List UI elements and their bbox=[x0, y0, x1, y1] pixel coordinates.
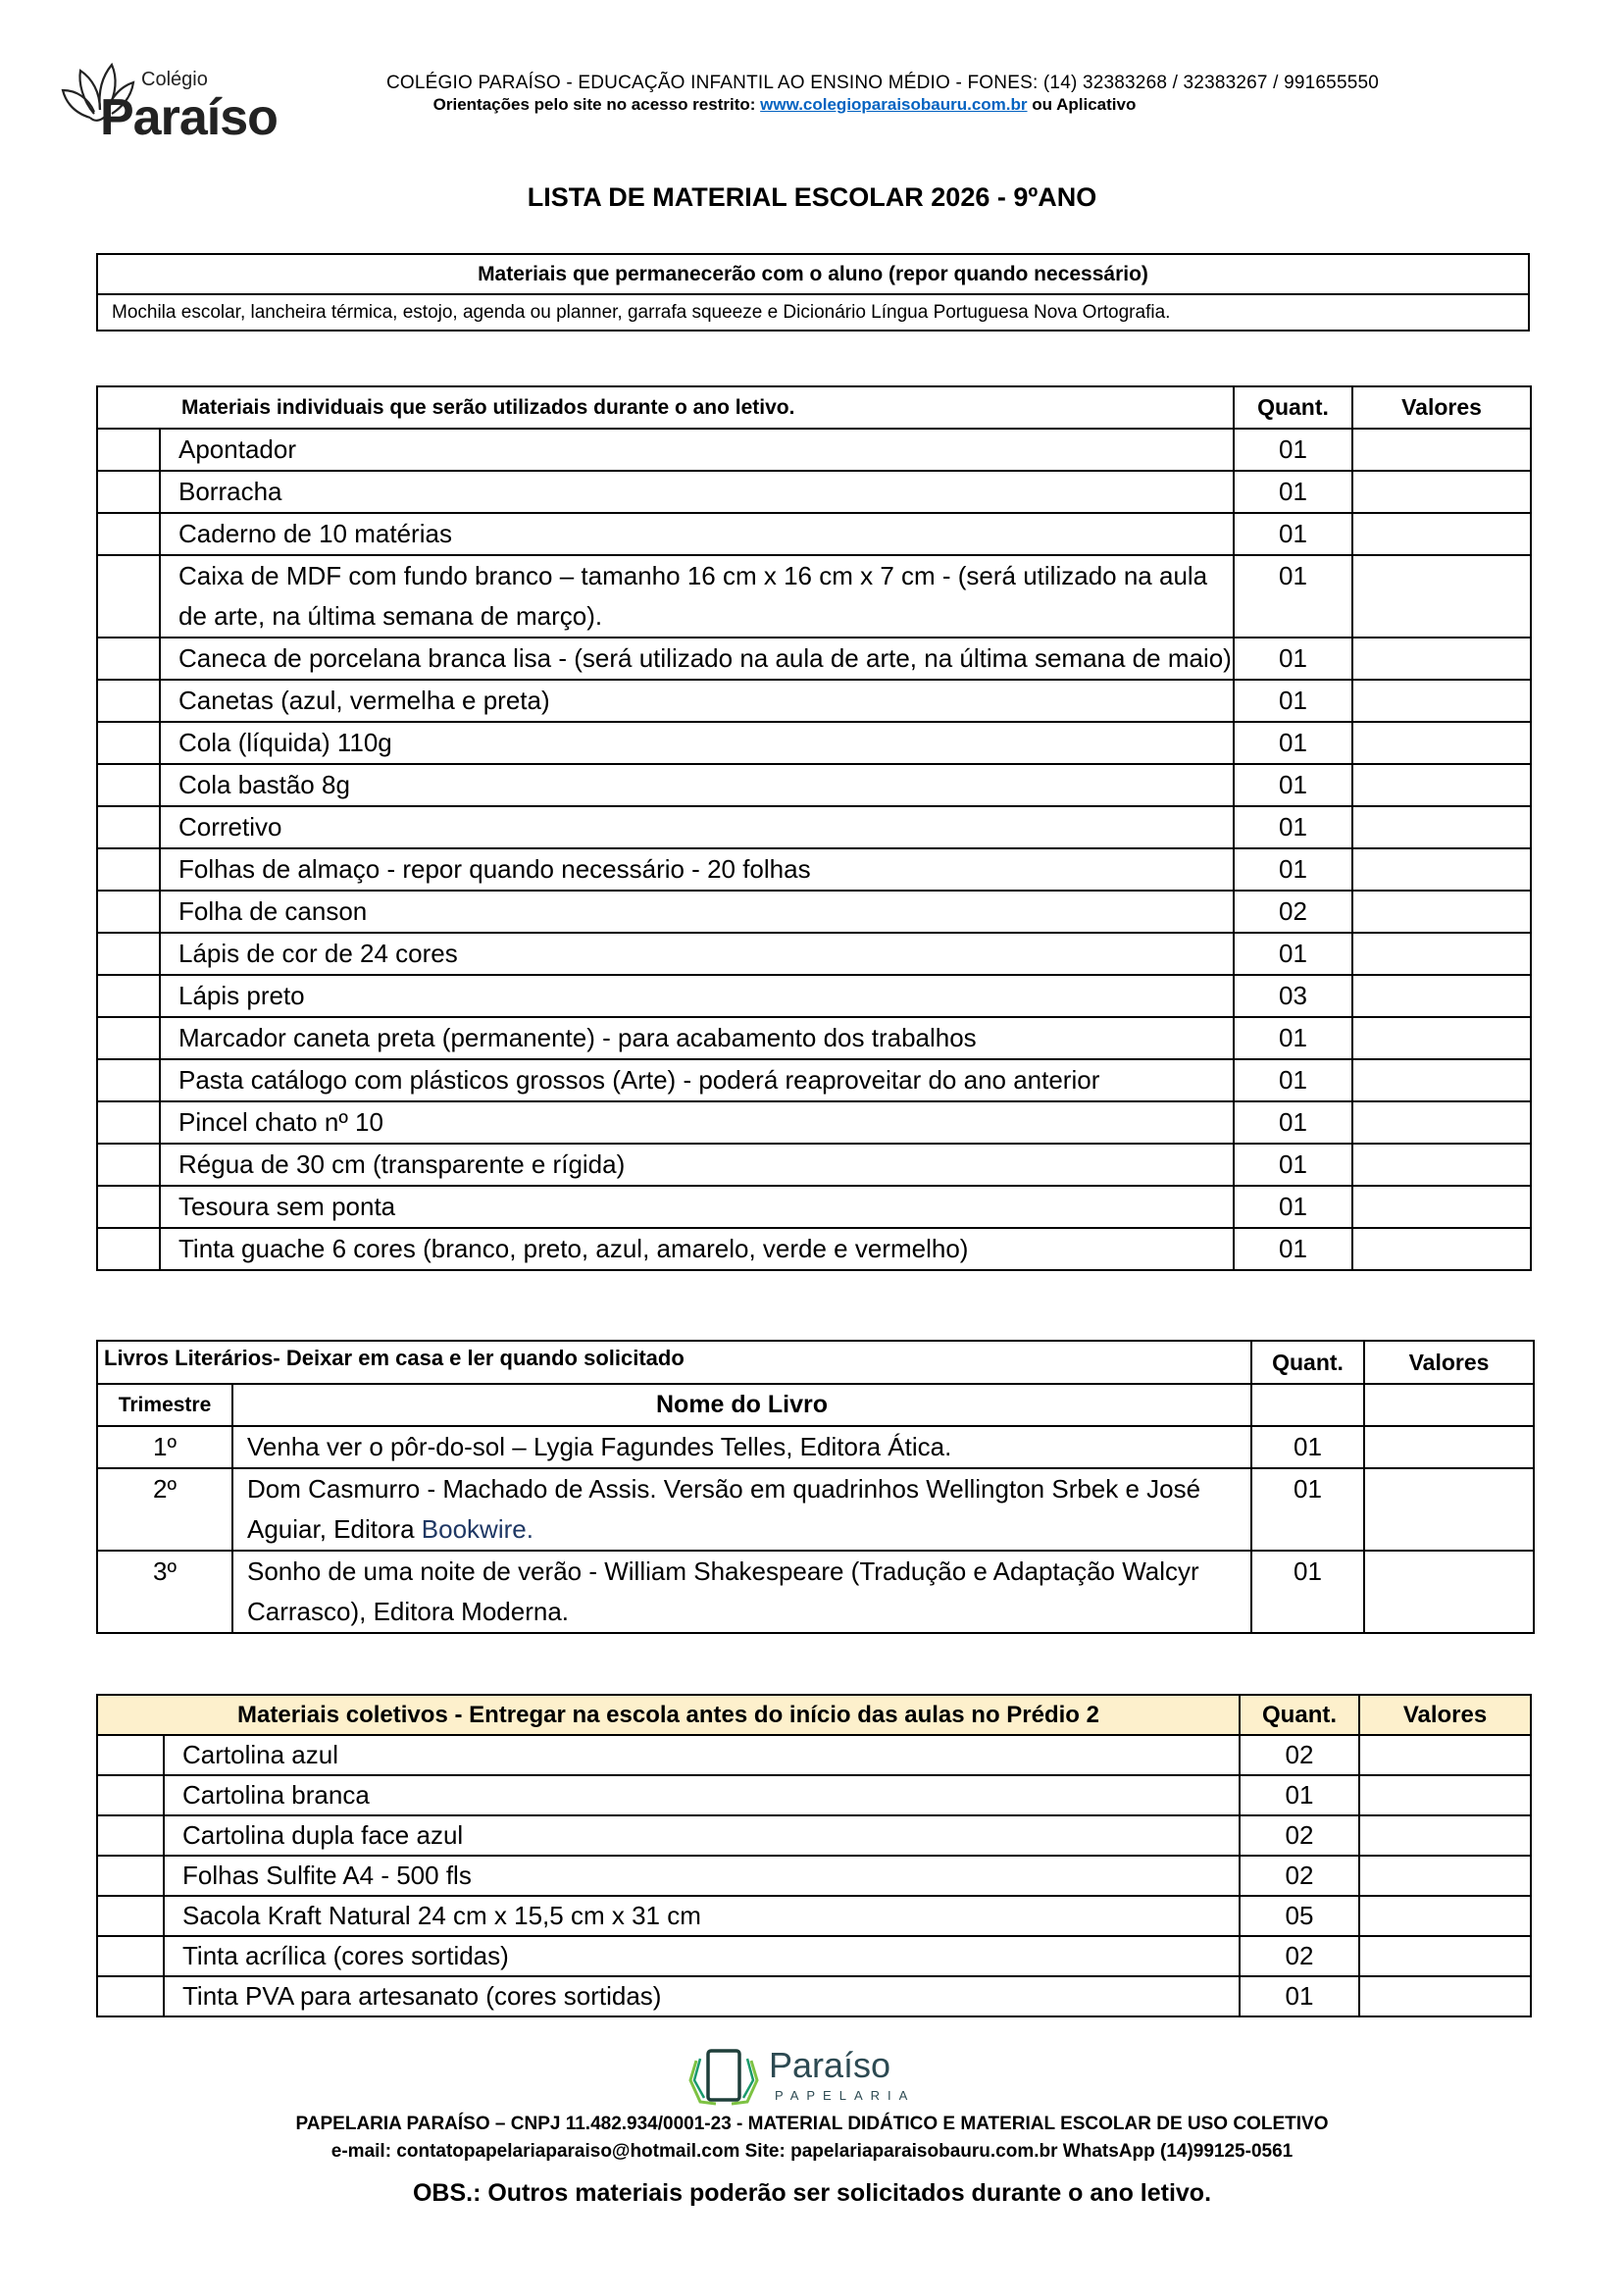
row-marker-cell bbox=[97, 1144, 160, 1186]
table-row bbox=[97, 471, 1531, 513]
collective-materials-heading: Materiais coletivos - Entregar na escola antes do início das aulas no Prédio 2 bbox=[97, 1695, 1240, 1735]
table-row bbox=[97, 1101, 1531, 1144]
table-row bbox=[97, 1936, 1531, 1976]
item-quant: 01 bbox=[1234, 1059, 1352, 1101]
item-quant: 05 bbox=[1240, 1896, 1359, 1936]
book-quant: 01 bbox=[1251, 1551, 1364, 1633]
row-marker-cell bbox=[97, 1101, 160, 1144]
permanent-materials-table bbox=[96, 253, 1530, 332]
item-name: Tesoura sem ponta bbox=[160, 1186, 1234, 1228]
item-name: Caneca de porcelana branca lisa - (será utilizado na aula de arte, na última semana de maio) bbox=[160, 638, 1234, 680]
page-title: LISTA DE MATERIAL ESCOLAR 2026 - 9ºANO bbox=[527, 182, 1097, 212]
website-prefix: Orientações pelo site no acesso restrito: bbox=[432, 95, 761, 114]
row-marker-cell bbox=[97, 429, 160, 471]
table-header-row bbox=[97, 1341, 1534, 1384]
row-marker-cell bbox=[97, 1186, 160, 1228]
item-name: Cartolina dupla face azul bbox=[164, 1815, 1240, 1856]
item-valor-cell[interactable] bbox=[1352, 471, 1531, 513]
item-name: Pincel chato nº 10 bbox=[160, 1101, 1234, 1144]
row-marker-cell bbox=[97, 1856, 164, 1896]
col-quant-header: Quant. bbox=[1234, 386, 1352, 429]
book-trimestre: 3º bbox=[97, 1551, 232, 1633]
website-suffix: ou Aplicativo bbox=[1027, 95, 1137, 114]
row-marker-cell bbox=[97, 1815, 164, 1856]
papelaria-paraiso-logo bbox=[686, 2043, 922, 2112]
table-row bbox=[97, 1144, 1531, 1186]
row-marker-cell bbox=[97, 1228, 160, 1270]
item-valor-cell[interactable] bbox=[1359, 1775, 1531, 1815]
item-quant: 01 bbox=[1234, 1017, 1352, 1059]
papelaria-info-line: PAPELARIA PARAÍSO – CNPJ 11.482.934/0001-23 - MATERIAL DIDÁTICO E MATERIAL ESCOLAR DE USO COLETIVO bbox=[295, 2114, 1329, 2134]
book-name-cell bbox=[232, 1426, 1251, 1468]
item-valor-cell[interactable] bbox=[1352, 1186, 1531, 1228]
books-subheader-row bbox=[97, 1384, 1534, 1426]
row-marker-cell bbox=[97, 1896, 164, 1936]
row-marker-cell bbox=[97, 806, 160, 848]
literary-books-table bbox=[96, 1340, 1535, 1634]
table-row bbox=[97, 680, 1531, 722]
item-quant: 01 bbox=[1234, 1186, 1352, 1228]
book-quant: 01 bbox=[1251, 1426, 1364, 1468]
book-trimestre: 1º bbox=[97, 1426, 232, 1468]
item-name: Canetas (azul, vermelha e preta) bbox=[160, 680, 1234, 722]
logo-small-text: Colégio bbox=[141, 69, 208, 90]
item-quant: 01 bbox=[1234, 638, 1352, 680]
papelaria-logo-name: Paraíso bbox=[769, 2045, 891, 2085]
item-quant: 03 bbox=[1234, 975, 1352, 1017]
item-valor-cell[interactable] bbox=[1352, 975, 1531, 1017]
table-row bbox=[97, 975, 1531, 1017]
item-valor-cell[interactable] bbox=[1359, 1976, 1531, 2016]
table-row bbox=[97, 1017, 1531, 1059]
book-valor-cell[interactable] bbox=[1364, 1468, 1534, 1551]
item-name: Pasta catálogo com plásticos grossos (Arte) - poderá reaproveitar do ano anterior bbox=[160, 1059, 1234, 1101]
item-name: Folha de canson bbox=[160, 891, 1234, 933]
row-marker-cell bbox=[97, 1976, 164, 2016]
item-name: Régua de 30 cm (transparente e rígida) bbox=[160, 1144, 1234, 1186]
item-quant: 02 bbox=[1240, 1856, 1359, 1896]
permanent-materials-list: Mochila escolar, lancheira térmica, estojo, agenda ou planner, garrafa squeeze e Dicionário Língua Portuguesa Nova Ortografia. bbox=[97, 294, 1529, 331]
item-quant: 01 bbox=[1240, 1775, 1359, 1815]
item-quant: 01 bbox=[1234, 848, 1352, 891]
item-name: Sacola Kraft Natural 24 cm x 15,5 cm x 31 cm bbox=[164, 1896, 1240, 1936]
table-row bbox=[97, 1976, 1531, 2016]
item-valor-cell[interactable] bbox=[1352, 848, 1531, 891]
item-name: Marcador caneta preta (permanente) - para acabamento dos trabalhos bbox=[160, 1017, 1234, 1059]
item-quant: 01 bbox=[1234, 1144, 1352, 1186]
table-row bbox=[97, 722, 1531, 764]
row-marker-cell bbox=[97, 1059, 160, 1101]
item-valor-cell[interactable] bbox=[1352, 1017, 1531, 1059]
books-heading: Livros Literários- Deixar em casa e ler quando solicitado bbox=[97, 1341, 1251, 1384]
book-publisher-highlight: Bookwire. bbox=[421, 1514, 533, 1544]
col-quant-header: Quant. bbox=[1240, 1695, 1359, 1735]
row-marker-cell bbox=[97, 891, 160, 933]
row-marker-cell bbox=[97, 722, 160, 764]
row-marker-cell bbox=[97, 513, 160, 555]
item-name: Apontador bbox=[160, 429, 1234, 471]
item-valor-cell[interactable] bbox=[1352, 1144, 1531, 1186]
item-name: Caixa de MDF com fundo branco – tamanho 16 cm x 16 cm x 7 cm - (será utilizado na aula de arte, na última semana de março). bbox=[160, 555, 1234, 638]
item-quant: 01 bbox=[1234, 806, 1352, 848]
item-valor-cell[interactable] bbox=[1352, 1228, 1531, 1270]
item-name: Cola (líquida) 110g bbox=[160, 722, 1234, 764]
item-valor-cell[interactable] bbox=[1359, 1936, 1531, 1976]
table-row bbox=[97, 806, 1531, 848]
table-row bbox=[97, 1059, 1531, 1101]
item-name: Folhas de almaço - repor quando necessário - 20 folhas bbox=[160, 848, 1234, 891]
table-row bbox=[97, 1815, 1531, 1856]
individual-materials-table bbox=[96, 385, 1532, 1271]
row-marker-cell bbox=[97, 975, 160, 1017]
item-valor-cell[interactable] bbox=[1352, 513, 1531, 555]
item-quant: 01 bbox=[1234, 429, 1352, 471]
table-header-row bbox=[97, 1695, 1531, 1735]
book-name: Sonho de uma noite de verão - William Shakespeare (Tradução e Adaptação Walcyr Carrasco), Editora Moderna. bbox=[247, 1556, 1199, 1626]
individual-materials-heading: Materiais individuais que serão utilizados durante o ano letivo. bbox=[97, 386, 1234, 429]
item-name: Corretivo bbox=[160, 806, 1234, 848]
item-name: Tinta acrílica (cores sortidas) bbox=[164, 1936, 1240, 1976]
col-nome-livro-header: Nome do Livro bbox=[232, 1384, 1251, 1426]
item-valor-cell[interactable] bbox=[1352, 933, 1531, 975]
item-quant: 01 bbox=[1234, 1101, 1352, 1144]
table-row bbox=[97, 1775, 1531, 1815]
item-valor-cell[interactable] bbox=[1352, 680, 1531, 722]
item-quant: 01 bbox=[1234, 722, 1352, 764]
table-row bbox=[97, 1426, 1534, 1468]
col-trimestre-header: Trimestre bbox=[97, 1384, 232, 1426]
item-valor-cell[interactable] bbox=[1352, 555, 1531, 638]
item-name: Cola bastão 8g bbox=[160, 764, 1234, 806]
row-marker-cell bbox=[97, 680, 160, 722]
book-name-cell bbox=[232, 1468, 1251, 1551]
logo-big-text: Paraíso bbox=[100, 89, 278, 146]
table-row bbox=[97, 1735, 1531, 1775]
book-name: Venha ver o pôr-do-sol – Lygia Fagundes Telles, Editora Ática. bbox=[247, 1432, 952, 1461]
empty-cell bbox=[1364, 1384, 1534, 1426]
item-quant: 02 bbox=[1240, 1815, 1359, 1856]
table-row bbox=[97, 1551, 1534, 1633]
row-marker-cell bbox=[97, 1936, 164, 1976]
item-valor-cell[interactable] bbox=[1352, 891, 1531, 933]
table-row bbox=[97, 638, 1531, 680]
row-marker-cell bbox=[97, 933, 160, 975]
book-valor-cell[interactable] bbox=[1364, 1426, 1534, 1468]
row-marker-cell bbox=[97, 471, 160, 513]
item-valor-cell[interactable] bbox=[1352, 1059, 1531, 1101]
table-row bbox=[97, 891, 1531, 933]
table-row bbox=[97, 1228, 1531, 1270]
table-header-row bbox=[97, 386, 1531, 429]
book-name: Dom Casmurro - Machado de Assis. Versão em quadrinhos Wellington Srbek e José Aguiar, Editora bbox=[247, 1474, 1201, 1544]
item-name: Lápis preto bbox=[160, 975, 1234, 1017]
school-website-line bbox=[294, 95, 1275, 115]
book-trimestre: 2º bbox=[97, 1468, 232, 1551]
permanent-materials-heading: Materiais que permanecerão com o aluno (repor quando necessário) bbox=[97, 254, 1529, 294]
item-quant: 02 bbox=[1234, 891, 1352, 933]
table-row bbox=[97, 1468, 1534, 1551]
item-quant: 01 bbox=[1240, 1976, 1359, 2016]
papelaria-contact-line: e-mail: contatopapelariaparaiso@hotmail.com Site: papelariaparaisobauru.com.br WhatsApp (14)99125-0561 bbox=[330, 2141, 1294, 2162]
book-quant: 01 bbox=[1251, 1468, 1364, 1551]
table-row bbox=[97, 429, 1531, 471]
item-quant: 01 bbox=[1234, 680, 1352, 722]
item-quant: 02 bbox=[1240, 1735, 1359, 1775]
item-valor-cell[interactable] bbox=[1352, 764, 1531, 806]
row-marker-cell bbox=[97, 638, 160, 680]
col-valores-header: Valores bbox=[1364, 1341, 1534, 1384]
row-marker-cell bbox=[97, 555, 160, 638]
item-quant: 01 bbox=[1234, 555, 1352, 638]
item-quant: 01 bbox=[1234, 1228, 1352, 1270]
table-row bbox=[97, 848, 1531, 891]
row-marker-cell bbox=[97, 764, 160, 806]
empty-cell bbox=[1251, 1384, 1364, 1426]
item-quant: 01 bbox=[1234, 933, 1352, 975]
item-quant: 02 bbox=[1240, 1936, 1359, 1976]
table-row bbox=[97, 1896, 1531, 1936]
item-valor-cell[interactable] bbox=[1359, 1856, 1531, 1896]
table-row bbox=[97, 764, 1531, 806]
item-name: Folhas Sulfite A4 - 500 fls bbox=[164, 1856, 1240, 1896]
col-valores-header: Valores bbox=[1359, 1695, 1531, 1735]
row-marker-cell bbox=[97, 1017, 160, 1059]
table-row bbox=[97, 933, 1531, 975]
item-name: Cartolina azul bbox=[164, 1735, 1240, 1775]
collective-materials-table bbox=[96, 1694, 1532, 2017]
table-row bbox=[97, 1856, 1531, 1896]
colegio-paraiso-logo bbox=[61, 61, 278, 149]
school-website-link[interactable]: www.colegioparaisobauru.com.br bbox=[760, 95, 1028, 114]
row-marker-cell bbox=[97, 1735, 164, 1775]
school-contact-line: COLÉGIO PARAÍSO - EDUCAÇÃO INFANTIL AO ENSINO MÉDIO - FONES: (14) 32383268 / 32383267 / 991655550 bbox=[385, 73, 1380, 93]
item-name: Tinta guache 6 cores (branco, preto, azul, amarelo, verde e vermelho) bbox=[160, 1228, 1234, 1270]
item-valor-cell[interactable] bbox=[1352, 722, 1531, 764]
book-valor-cell[interactable] bbox=[1364, 1551, 1534, 1633]
item-valor-cell[interactable] bbox=[1359, 1815, 1531, 1856]
row-marker-cell bbox=[97, 1775, 164, 1815]
item-name: Caderno de 10 matérias bbox=[160, 513, 1234, 555]
col-valores-header: Valores bbox=[1352, 386, 1531, 429]
item-valor-cell[interactable] bbox=[1359, 1735, 1531, 1775]
row-marker-cell bbox=[97, 848, 160, 891]
table-row bbox=[97, 1186, 1531, 1228]
papelaria-logo-icon bbox=[686, 2043, 765, 2112]
observation-note: OBS.: Outros materiais poderão ser solicitados durante o ano letivo. bbox=[412, 2179, 1212, 2207]
item-name: Borracha bbox=[160, 471, 1234, 513]
item-valor-cell[interactable] bbox=[1352, 1101, 1531, 1144]
item-valor-cell[interactable] bbox=[1352, 806, 1531, 848]
papelaria-logo-sub: PAPELARIA bbox=[775, 2088, 916, 2103]
table-row bbox=[97, 513, 1531, 555]
item-name: Tinta PVA para artesanato (cores sortidas) bbox=[164, 1976, 1240, 2016]
table-row bbox=[97, 555, 1531, 638]
item-quant: 01 bbox=[1234, 764, 1352, 806]
item-quant: 01 bbox=[1234, 513, 1352, 555]
item-quant: 01 bbox=[1234, 471, 1352, 513]
item-name: Lápis de cor de 24 cores bbox=[160, 933, 1234, 975]
item-name: Cartolina branca bbox=[164, 1775, 1240, 1815]
item-valor-cell[interactable] bbox=[1352, 638, 1531, 680]
item-valor-cell[interactable] bbox=[1359, 1896, 1531, 1936]
item-valor-cell[interactable] bbox=[1352, 429, 1531, 471]
col-quant-header: Quant. bbox=[1251, 1341, 1364, 1384]
book-name-cell bbox=[232, 1551, 1251, 1633]
